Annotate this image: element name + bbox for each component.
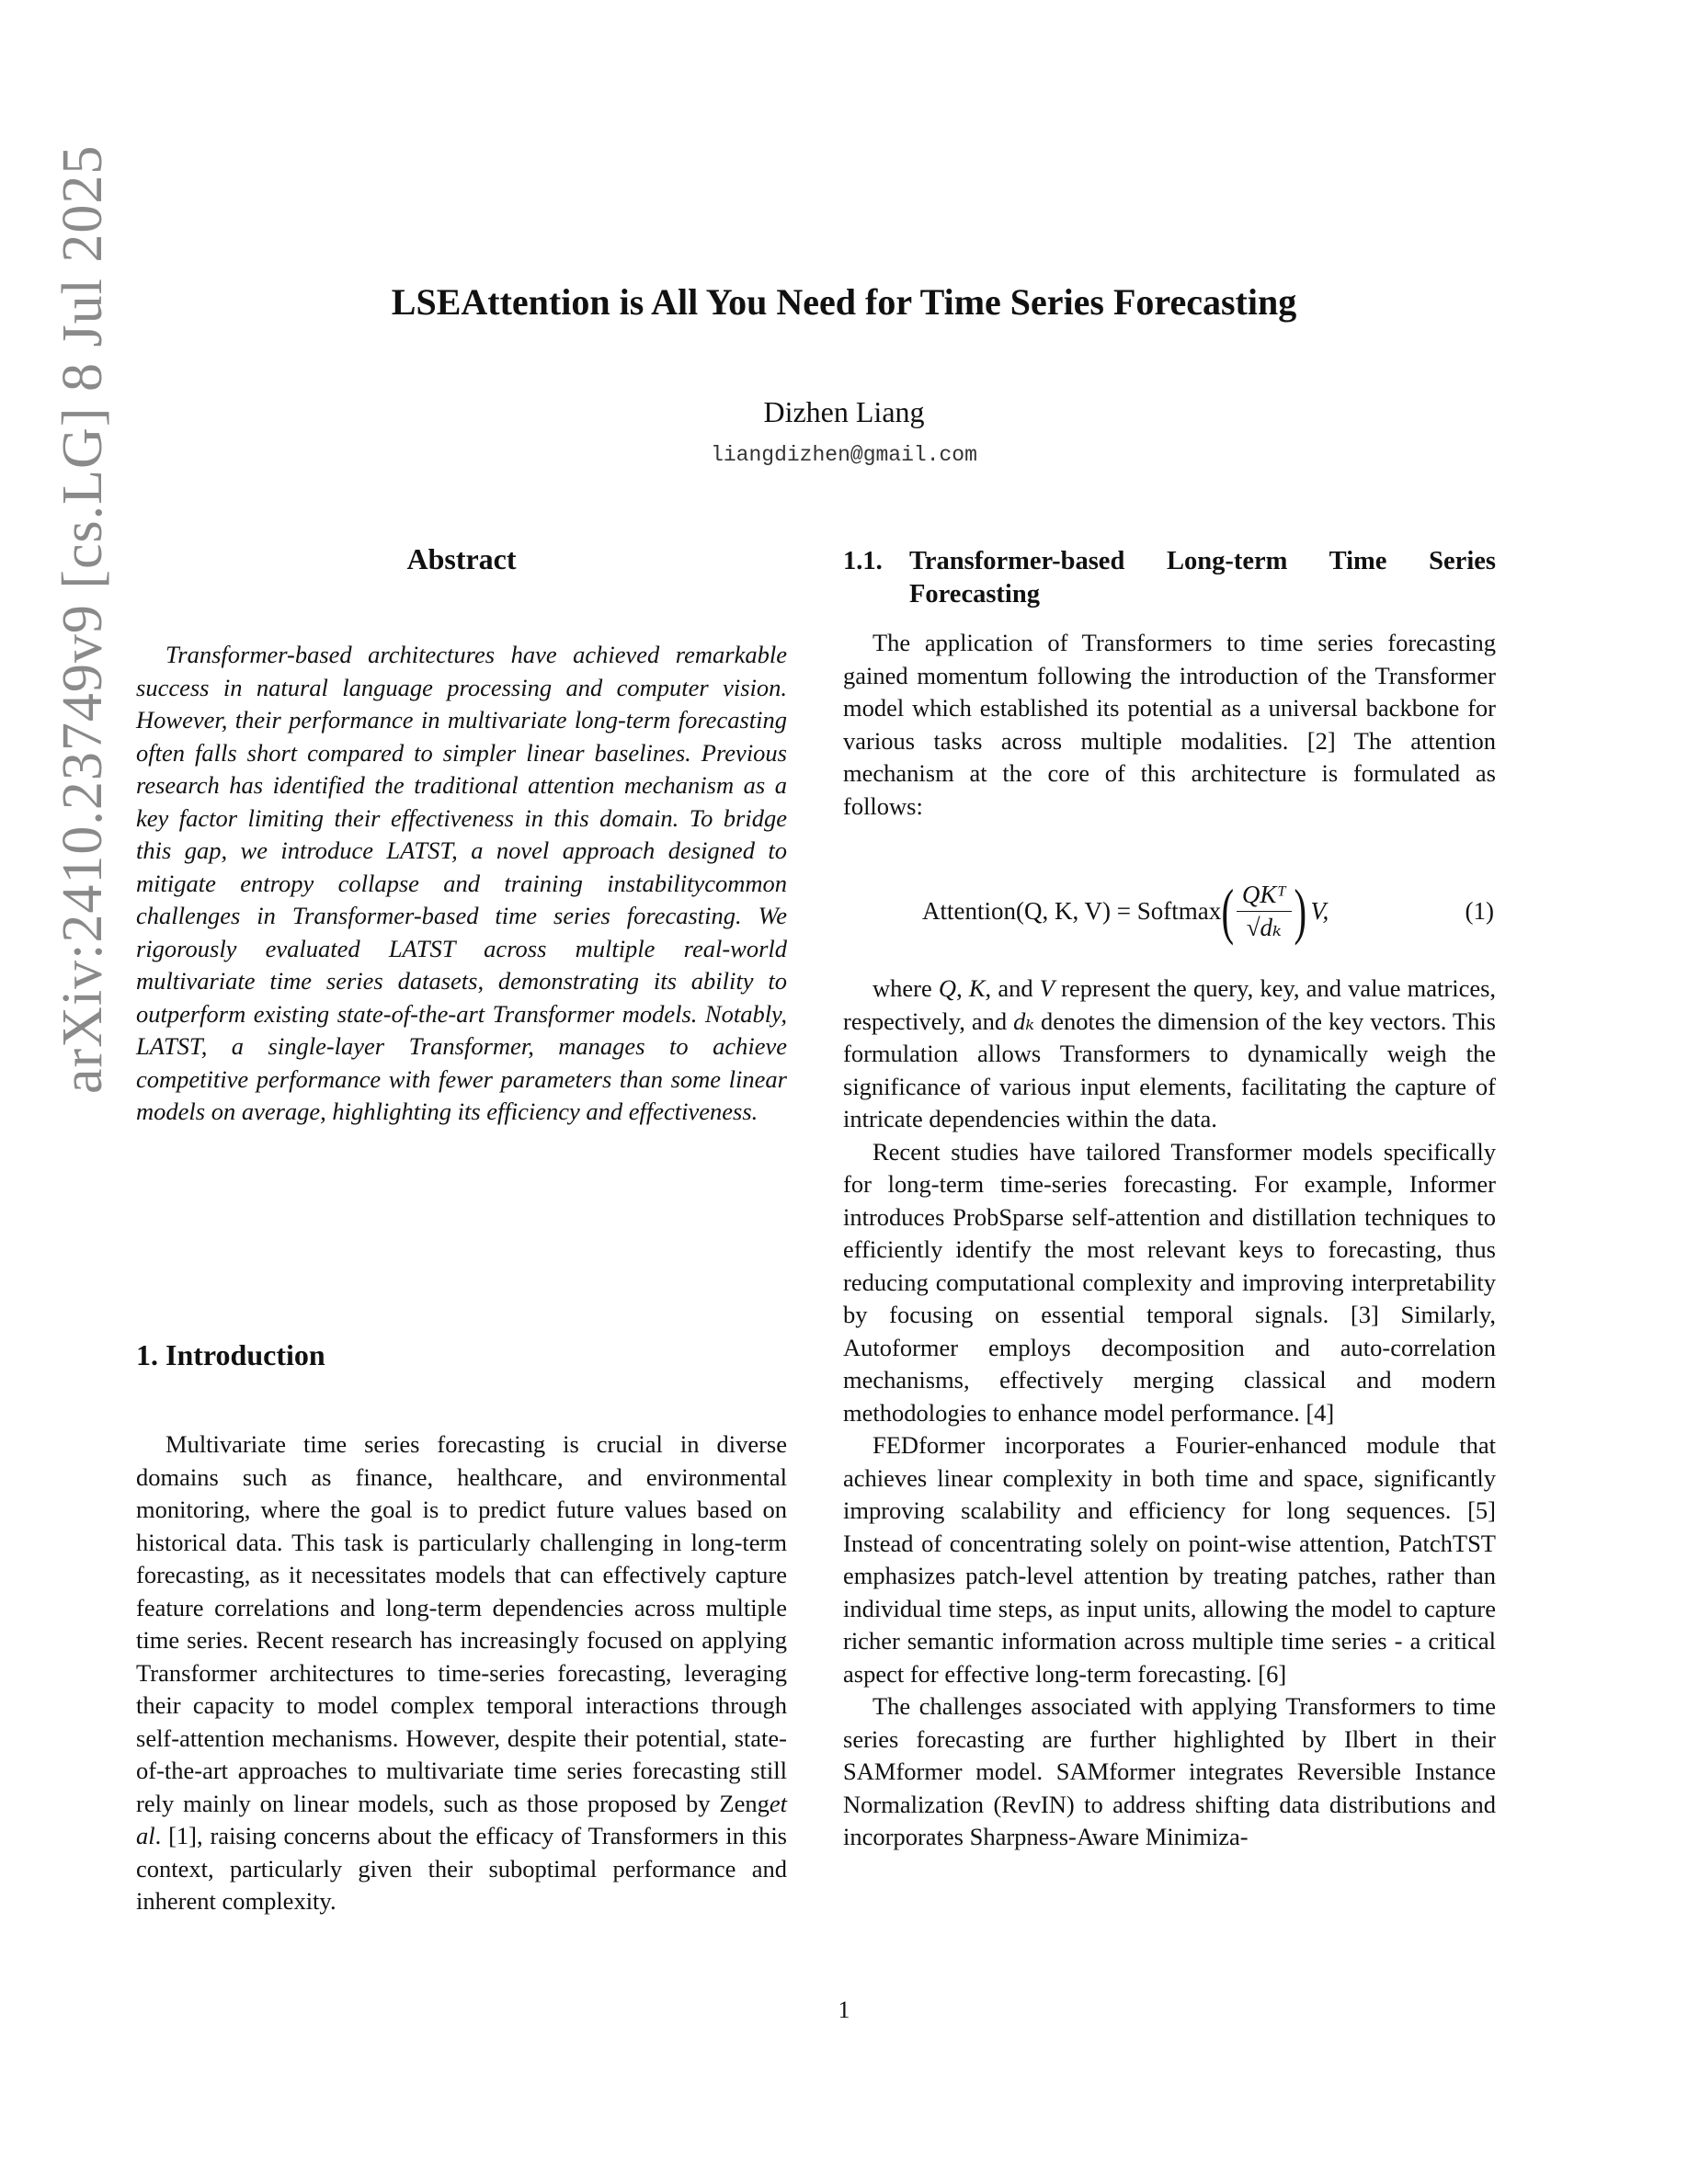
equation-numerator: QKᵀ bbox=[1237, 881, 1292, 912]
subsection-body-bottom bbox=[843, 973, 1496, 1854]
subsection-paragraph-1: The application of Transformers to time series forecasting gained momentum following the introduction of the Transformer model which established its potential as a universal backbone for various tasks across multiple modalities. [2] The attention mechanism at the core of this architecture is formulated as follows: bbox=[843, 629, 1496, 820]
equation-denominator: √dₖ bbox=[1246, 913, 1282, 941]
subsection-paragraph-3: Recent studies have tailored Transformer models specifically for long-term time-series forecasting. For example, Informer introduces ProbSparse self-attention and distillation techniques to efficiently identify the most relevant keys to forecasting, thus reducing computational complexity and improving interpretability by focusing on essential temporal signals. [3] Similarly, Autoformer employs decomposition and auto-correlation mechanisms, effectively merging classical and modern methodologies to enhance model performance. [4] bbox=[843, 1137, 1496, 1427]
arxiv-identifier-stamp: arXiv:2410.23749v9 [cs.LG] 8 Jul 2025 bbox=[51, 144, 114, 1094]
abstract-body bbox=[136, 639, 787, 1129]
equation-lhs: Attention(Q, K, V) = Softmax bbox=[922, 896, 1222, 925]
subsection-body-top bbox=[843, 627, 1496, 823]
intro-text-part1: Multivariate time series forecasting is crucial in diverse domains such as finance, healthcare, and environmental monitoring, where the goal is to predict future values based on historical data. This task is particularly challenging in long-term forecasting, as it necessitates models that can effectively capture feature correlations and long-term dependencies across multiple time series. Recent research has increasingly focused on applying Transformer architectures to time-series forecasting, leveraging their capacity to model complex temporal interactions through self-attention mechanisms. However, despite their potential, state-of-the-art approaches to multivariate time series forecasting still rely mainly on linear models, such as those proposed by Zeng bbox=[136, 1430, 787, 1817]
subsection-number: 1.1. bbox=[843, 547, 883, 575]
equation-rhs: V, bbox=[1310, 896, 1329, 925]
introduction-paragraph bbox=[136, 1428, 787, 1918]
author-name: Dizhen Liang bbox=[763, 395, 925, 428]
author-email: liangdizhen@gmail.com bbox=[711, 443, 977, 467]
page-number: 1 bbox=[838, 1996, 850, 2023]
introduction-heading: 1. Introduction bbox=[136, 1338, 325, 1371]
left-paren: ( bbox=[1221, 876, 1235, 946]
abstract-heading: Abstract bbox=[406, 542, 517, 575]
symbol-dk: dₖ bbox=[1013, 1007, 1035, 1035]
subsection-paragraph-2: where Q, K, and V represent the query, key, and value matrices, respectively, and dₖ denotes the dimension of the key vectors. This formulation allows Transformers to dynamically weigh the significance of various input elements, facilitating the capture of intricate dependencies within the data. bbox=[843, 974, 1497, 1132]
subsection-heading bbox=[843, 545, 1496, 611]
symbol-v: V bbox=[1039, 974, 1055, 1002]
subsection-title-line2: Forecasting bbox=[909, 580, 1040, 609]
symbol-q: Q bbox=[938, 974, 957, 1002]
abstract-paragraph: Transformer-based architectures have achieved remarkable success in natural language processing and computer vision. However, their performance in multivariate long-term forecasting often falls short compared to simpler linear baselines. Previous research has identified the traditional attention mechanism as a key factor limiting their effectiveness in this domain. To bridge this gap, we introduce LATST, a novel approach designed to mitigate entropy collapse and training instabilitycommon challenges in Transformer-based time series forecasting. We rigorously evaluated LATST across multiple real-world multivariate time series datasets, demonstrating its ability to outperform existing state-of-the-art Transformer models. Notably, LATST, a single-layer Transformer, manages to achieve competitive performance with fewer parameters than some linear models on average, highlighting its efficiency and effectiveness. bbox=[136, 641, 787, 1125]
subsection-paragraph-4: FEDformer incorporates a Fourier-enhanced module that achieves linear complexity in both time and space, significantly improving scalability and efficiency for long sequences. [5] Instead of concentrating solely on point-wise attention, PatchTST emphasizes patch-level attention by treating patches, rather than individual time steps, as input units, allowing the model to capture richer semantic information across multiple time series - a critical aspect for effective long-term forecasting. [6] bbox=[843, 1431, 1496, 1688]
paper-title: LSEAttention is All You Need for Time Series Forecasting bbox=[391, 281, 1297, 323]
et-al-italic: et al bbox=[136, 1789, 787, 1849]
equation-fraction bbox=[1237, 881, 1292, 942]
intro-text-part2: . [1], raising concerns about the efficacy of Transformers in this context, particularly given their suboptimal performance and inherent complexity. bbox=[136, 1822, 787, 1915]
equation-number: (1) bbox=[1465, 896, 1494, 925]
right-paren: ) bbox=[1294, 876, 1306, 946]
attention-equation bbox=[843, 871, 1496, 950]
introduction-body bbox=[136, 1428, 787, 1918]
subsection-title-line1: Transformer-based Long-term Time Series bbox=[909, 547, 1496, 575]
symbol-k: K bbox=[968, 974, 986, 1002]
subsection-paragraph-5: The challenges associated with applying Transformers to time series forecasting are further highlighted by Ilbert in their SAMformer model. SAMformer integrates Reversible Instance Normalization (RevIN) to address shifting data distributions and incorporates Sharpness-Aware Minimiza- bbox=[843, 1692, 1496, 1850]
